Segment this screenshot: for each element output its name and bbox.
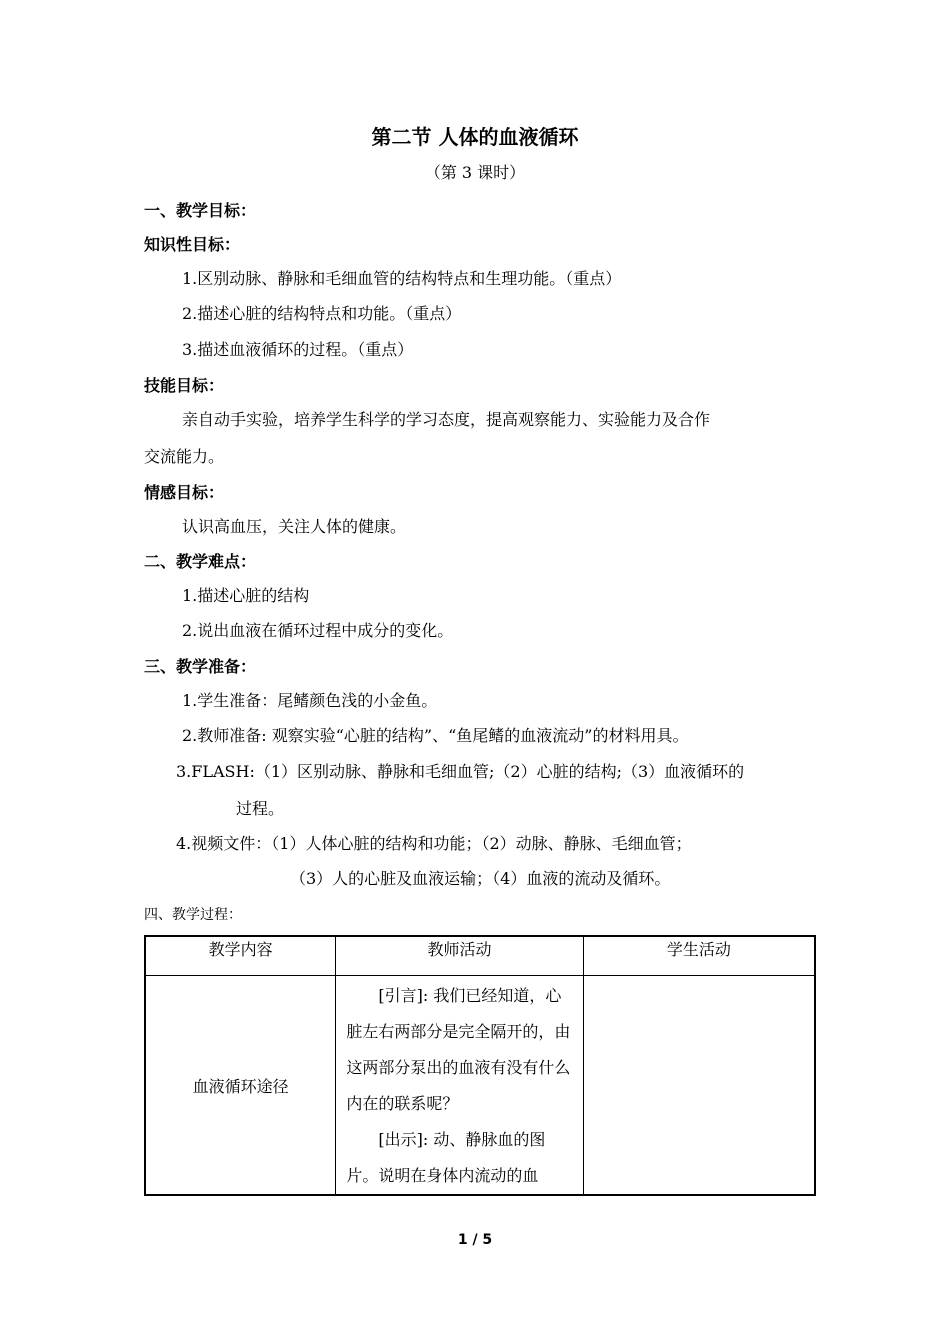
knowledge-item: 2.描述心脏的结构特点和功能。（重点） — [182, 304, 462, 323]
process-heading: 四、教学过程： — [144, 907, 242, 923]
prep-heading: 三、教学准备： — [144, 657, 257, 676]
teacher-paragraph: [出示]: 动、静脉血的图片。说明在身体内流动的血 — [346, 1130, 546, 1185]
knowledge-item: 3.描述血液循环的过程。（重点） — [182, 340, 414, 359]
emotion-text: 认识高血压，关注人体的健康。 — [182, 517, 407, 536]
prep-item: 4.视频文件：（1）人体心脏的结构和功能；（2）动脉、静脉、毛细血管； — [176, 834, 692, 853]
skill-text: 亲自动手实验，培养学生科学的学习态度，提高观察能力、实验能力及合作 — [182, 410, 711, 429]
knowledge-item: 1.区别动脉、静脉和毛细血管的结构特点和生理功能。（重点） — [182, 269, 622, 288]
table-header-row — [145, 936, 815, 976]
skill-heading: 技能目标： — [144, 376, 225, 395]
header-student: 学生活动 — [583, 936, 815, 976]
prep-item: 2.教师准备: 观察实验“心脏的结构”、“鱼尾鳍的血液流动”的材料用具。 — [182, 726, 689, 745]
difficulty-item: 1.描述心脏的结构 — [182, 586, 310, 605]
skill-text-cont: 交流能力。 — [144, 447, 225, 466]
cell-content-text: 血液循环途径 — [192, 1076, 289, 1096]
prep-item-cont: （3）人的心脏及血液运输；（4）血液的流动及循环。 — [290, 869, 671, 888]
page-number: 1 / 5 — [457, 1232, 493, 1248]
table-row — [145, 976, 815, 1196]
prep-item-cont: 过程。 — [236, 799, 285, 818]
teacher-paragraph: [引言]: 我们已经知道，心脏左右两部分是完全隔开的，由这两部分泵出的血液有没有什么内在的联系呢？ — [346, 986, 571, 1113]
cell-content — [145, 976, 336, 1196]
teacher-activity — [336, 976, 582, 1194]
process-table — [144, 935, 816, 1196]
prep-item: 1.学生准备：尾鳍颜色浅的小金鱼。 — [182, 691, 438, 710]
prep-item: 3.FLASH:（1）区别动脉、静脉和毛细血管;（2）心脏的结构;（3）血液循环的 — [176, 762, 745, 781]
goals-heading: 一、教学目标： — [144, 201, 257, 220]
difficulty-heading: 二、教学难点： — [144, 552, 257, 571]
header-teacher: 教师活动 — [336, 936, 583, 976]
emotion-heading: 情感目标： — [144, 483, 225, 502]
knowledge-heading: 知识性目标： — [144, 235, 241, 254]
cell-student — [583, 976, 815, 1196]
page-title: 第二节 人体的血液循环 — [371, 125, 579, 149]
page-subtitle: （第 3 课时） — [424, 163, 526, 182]
difficulty-item: 2.说出血液在循环过程中成分的变化。 — [182, 621, 454, 640]
header-content: 教学内容 — [145, 936, 336, 976]
cell-teacher — [336, 976, 583, 1196]
